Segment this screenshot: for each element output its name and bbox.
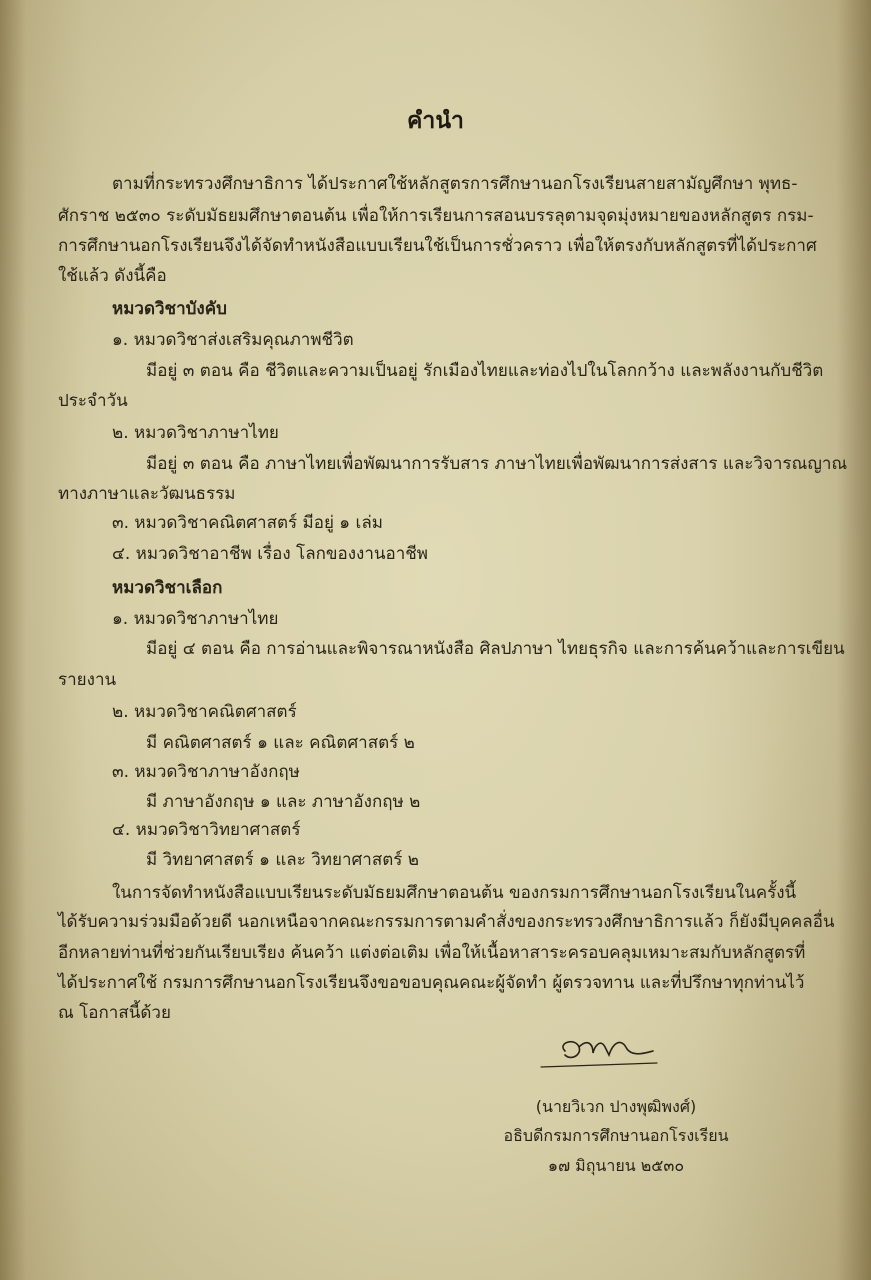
compulsory-heading: หมวดวิชาบังคับ — [112, 299, 227, 319]
compulsory-line: ทางภาษาและวัฒนธรรม — [58, 484, 236, 504]
intro-line-4: ใช้แล้ว ดังนี้คือ — [58, 266, 167, 286]
closing-line-4: ได้ประกาศใช้ กรมการศึกษานอกโรงเรียนจึงขอขอบคุณคณะผู้จัดทำ ผู้ตรวจทาน และที่ปรึกษาทุกท่านไว้ — [58, 973, 805, 993]
elective-line: มี ภาษาอังกฤษ ๑ และ ภาษาอังกฤษ ๒ — [146, 792, 421, 812]
elective-line: รายงาน — [58, 670, 117, 690]
compulsory-line: ๓. หมวดวิชาคณิตศาสตร์ มีอยู่ ๑ เล่ม — [112, 513, 383, 533]
intro-line-2: ศักราช ๒๕๓๐ ระดับมัธยมศึกษาตอนต้น เพื่อให้การเรียนการสอนบรรลุตามจุดมุ่งหมายของหลักสูตร กรม- — [58, 206, 814, 226]
closing-line-5: ณ โอกาสนี้ด้วย — [58, 1003, 171, 1023]
compulsory-line: ประจำวัน — [58, 391, 128, 411]
closing-line-3: อีกหลายท่านที่ช่วยกันเรียบเรียง ค้นคว้า แต่งต่อเติม เพื่อให้เนื้อหาสาระครอบคลุมเหมาะสมกับหลักสูตรที่ — [58, 943, 806, 963]
compulsory-line: ๑. หมวดวิชาส่งเสริมคุณภาพชีวิต — [112, 330, 354, 350]
elective-line: มี คณิตศาสตร์ ๑ และ คณิตศาสตร์ ๒ — [146, 733, 415, 753]
compulsory-line: ๔. หมวดวิชาอาชีพ เรื่อง โลกของงานอาชีพ — [112, 544, 429, 564]
elective-line: ๒. หมวดวิชาคณิตศาสตร์ — [112, 702, 297, 722]
elective-line: มีอยู่ ๔ ตอน คือ การอ่านและพิจารณาหนังสือ ศิลปภาษา ไทยธุรกิจ และการค้นคว้าและการเขียน — [146, 639, 845, 659]
intro-line-1: ตามที่กระทรวงศึกษาธิการ ได้ประกาศใช้หลักสูตรการศึกษานอกโรงเรียนสายสามัญศึกษา พุทธ- — [112, 174, 798, 194]
document-date: ๑๗ มิถุนายน ๒๕๓๐ — [547, 1156, 685, 1175]
signatory-name: (นายวิเวก ปางพุฒิพงศ์) — [535, 1097, 697, 1116]
compulsory-line: มีอยู่ ๓ ตอน คือ ภาษาไทยเพื่อพัฒนาการรับสาร ภาษาไทยเพื่อพัฒนาการส่งสาร และวิจารณญาณ — [146, 454, 848, 474]
compulsory-line: ๒. หมวดวิชาภาษาไทย — [112, 423, 279, 443]
elective-line: มี วิทยาศาสตร์ ๑ และ วิทยาศาสตร์ ๒ — [146, 850, 420, 870]
signatory-position: อธิบดีกรมการศึกษานอกโรงเรียน — [503, 1126, 729, 1145]
compulsory-line: มีอยู่ ๓ ตอน คือ ชีวิตและความเป็นอยู่ รักเมืองไทยและท่องไปในโลกกว้าง และพลังงานกับชีวิต — [146, 361, 824, 381]
page-title: คำนำ — [407, 108, 464, 134]
elective-line: ๔. หมวดวิชาวิทยาศาสตร์ — [112, 820, 301, 840]
intro-line-3: การศึกษานอกโรงเรียนจึงได้จัดทำหนังสือแบบเรียนใช้เป็นการชั่วคราว เพื่อให้ตรงกับหลักสูตรที่ได้ประกาศ — [58, 236, 817, 256]
closing-line-1: ในการจัดทำหนังสือแบบเรียนระดับมัธยมศึกษาตอนต้น ของกรมการศึกษานอกโรงเรียนในครั้งนี้ — [112, 883, 797, 903]
elective-line: ๓. หมวดวิชาภาษาอังกฤษ — [112, 762, 300, 782]
elective-heading: หมวดวิชาเลือก — [112, 578, 223, 598]
elective-line: ๑. หมวดวิชาภาษาไทย — [112, 609, 279, 629]
signature — [535, 1023, 665, 1073]
closing-line-2: ได้รับความร่วมมือด้วยดี นอกเหนือจากคณะกรรมการตามคำสั่งของกระทรวงศึกษาธิการแล้ว ก็ยังมีบุคคลอื่น — [58, 912, 835, 932]
